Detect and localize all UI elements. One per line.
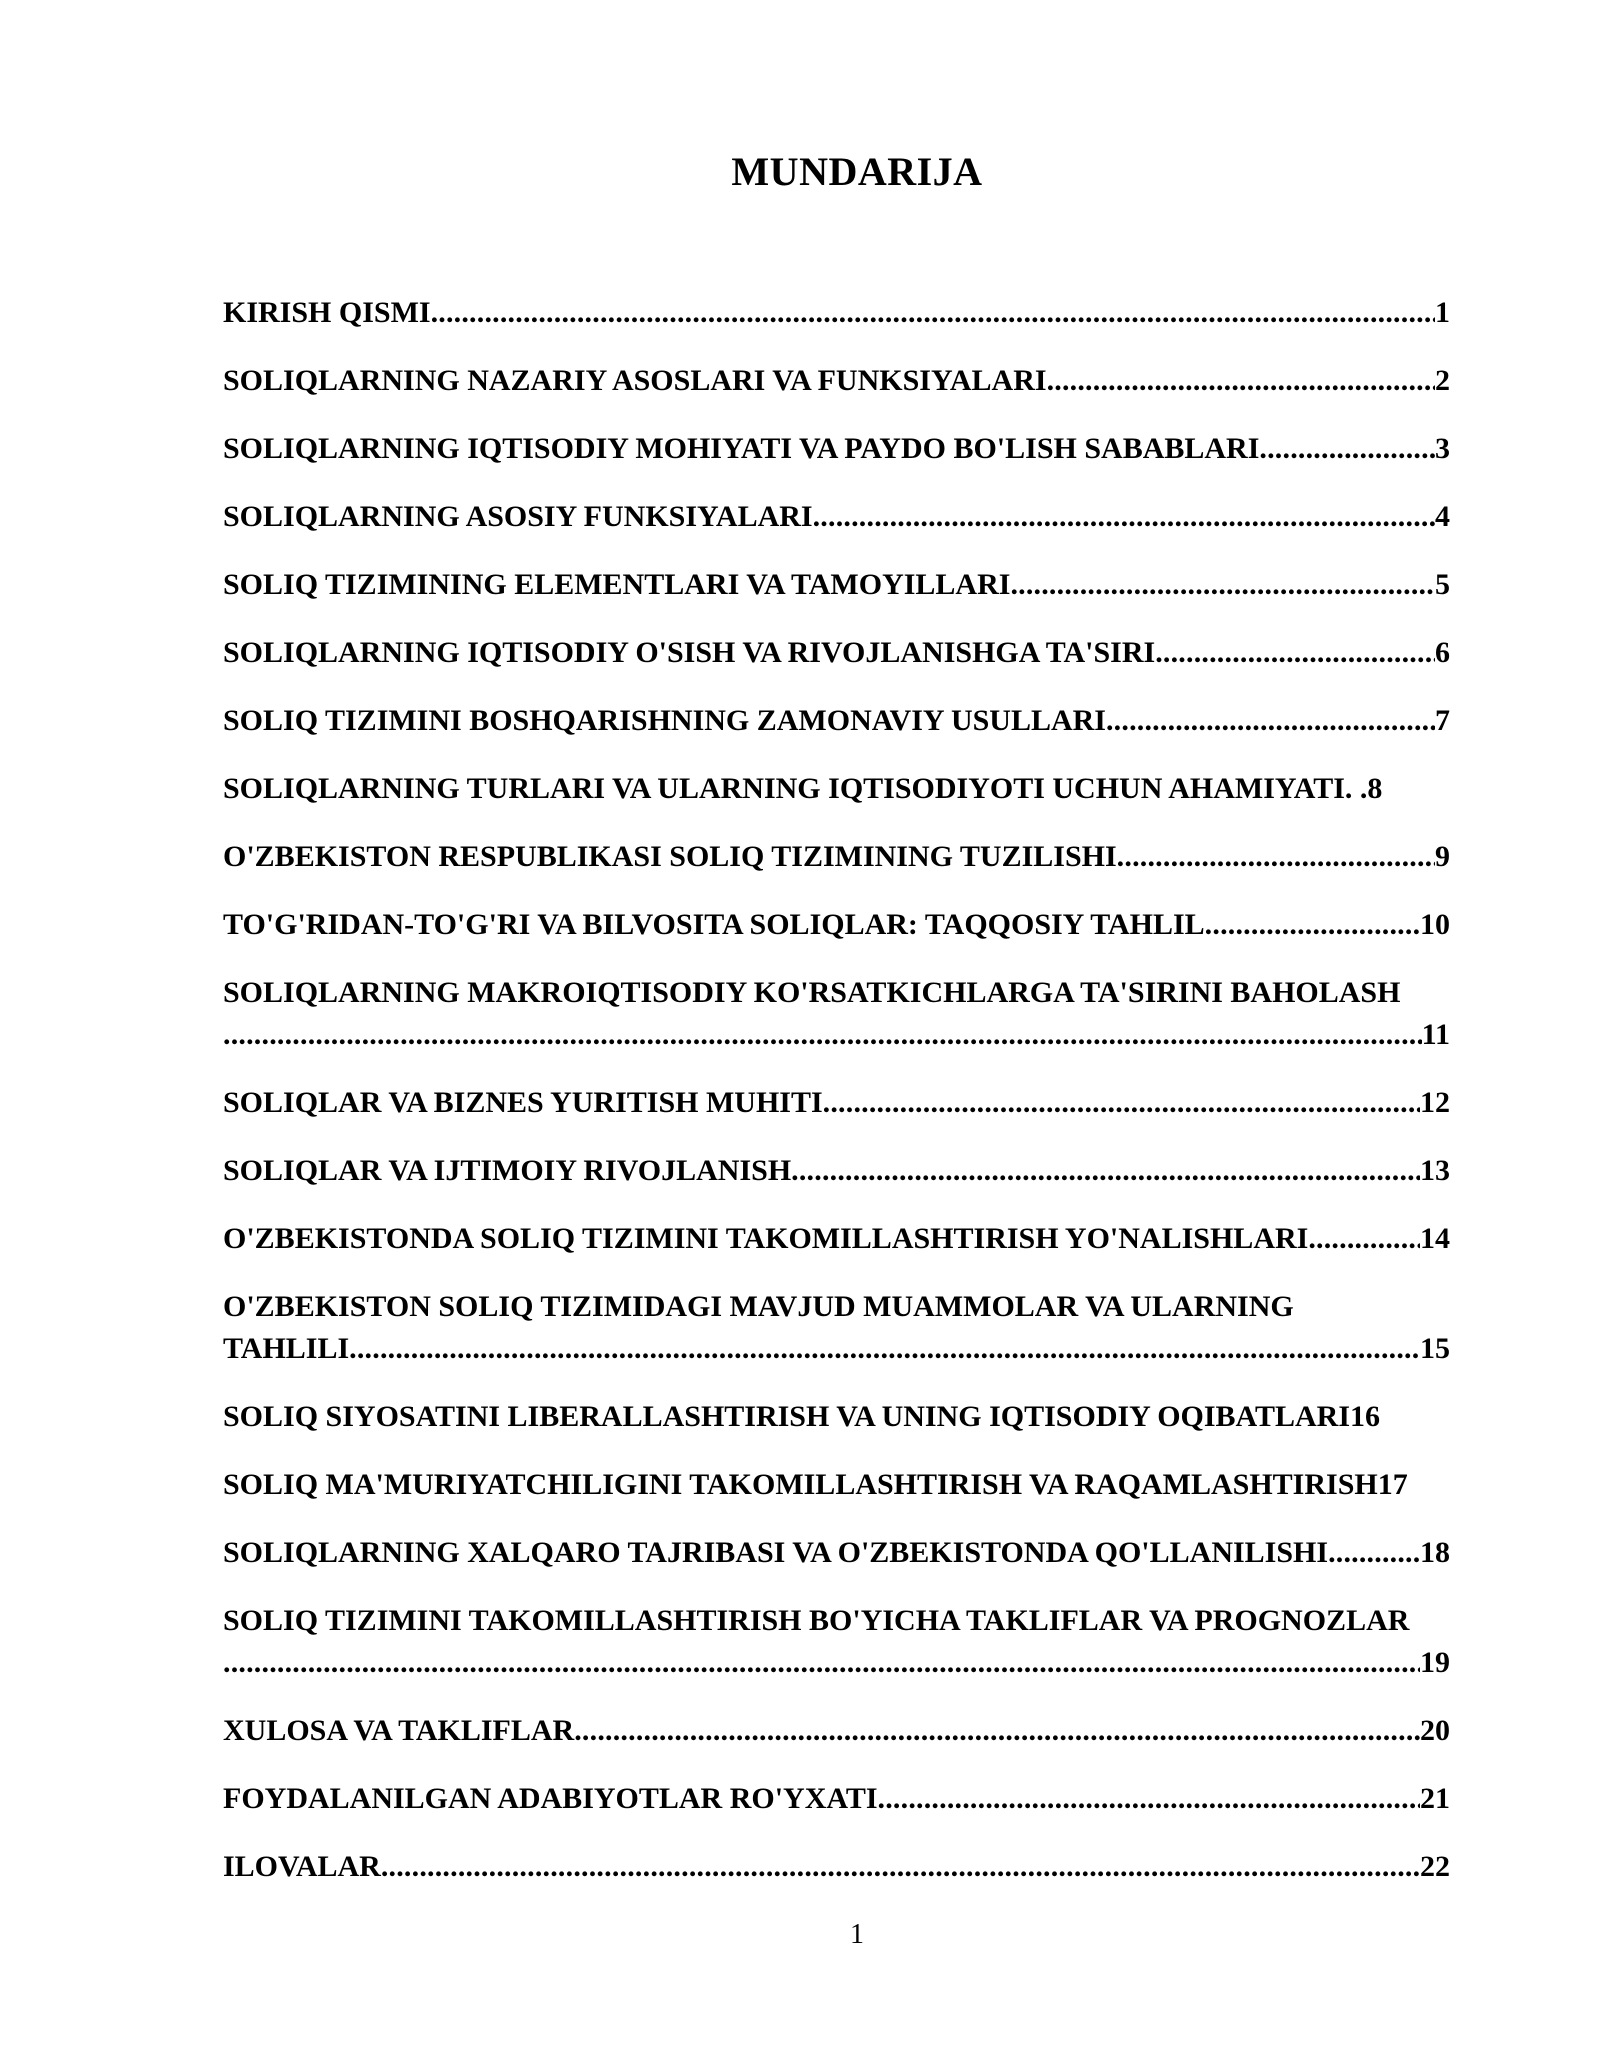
toc-entry[interactable]	[223, 1396, 1478, 1438]
toc-leader-dots	[1155, 632, 1435, 674]
toc-entry[interactable]	[223, 700, 1478, 742]
toc-entry-page: 14	[1420, 1222, 1450, 1255]
toc-entry-page: 21	[1420, 1782, 1450, 1815]
toc-entry[interactable]	[223, 904, 1478, 946]
toc-entry-title: SOLIQ TIZIMINING ELEMENTLARI VA TAMOYILLARI	[223, 568, 1011, 601]
toc-entry-title: SOLIQLARNING TURLARI VA ULARNING IQTISODIYOTI UCHUN AHAMIYATI. .	[223, 772, 1368, 805]
toc-leader-dots	[349, 1328, 1420, 1370]
toc-entry[interactable]	[223, 972, 1478, 1056]
toc-leader-dots	[1010, 564, 1435, 606]
toc-entry-page: 17	[1377, 1468, 1408, 1501]
toc-entry-title: O'ZBEKISTON SOLIQ TIZIMIDAGI MAVJUD MUAMMOLAR VA ULARNING	[223, 1290, 1294, 1323]
toc-entry-title: O'ZBEKISTONDA SOLIQ TIZIMINI TAKOMILLASHTIRISH YO'NALISHLARI	[223, 1222, 1309, 1255]
toc-entry-title: SOLIQ TIZIMINI TAKOMILLASHTIRISH BO'YICHA TAKLIFLAR VA PROGNOZLAR	[223, 1604, 1410, 1637]
toc-entry[interactable]	[223, 1150, 1478, 1192]
toc-entry-title: SOLIQLARNING ASOSIY FUNKSIYALARI	[223, 500, 813, 533]
page-title: MUNDARIJA	[731, 149, 983, 194]
toc-leader-dots	[813, 496, 1435, 538]
toc-entry-title: SOLIQLARNING IQTISODIY MOHIYATI VA PAYDO BO'LISH SABABLARI	[223, 432, 1260, 465]
toc-entry[interactable]	[223, 1082, 1478, 1124]
toc-entry-title-continued: TAHLILI	[223, 1332, 350, 1365]
toc-entry-title: TO'G'RIDAN-TO'G'RI VA BILVOSITA SOLIQLAR: TAQQOSIY TAHLIL	[223, 908, 1205, 941]
toc-leader-dots	[1259, 428, 1435, 470]
toc-entry[interactable]	[223, 1464, 1478, 1506]
toc-entry-title: SOLIQLARNING MAKROIQTISODIY KO'RSATKICHLARGA TA'SIRINI BAHOLASH	[223, 976, 1401, 1009]
toc-entry-page: 18	[1420, 1536, 1450, 1569]
toc-entry[interactable]	[223, 564, 1478, 606]
toc-entry-title: SOLIQ TIZIMINI BOSHQARISHNING ZAMONAVIY USULLARI	[223, 704, 1106, 737]
toc-entry[interactable]	[223, 496, 1478, 538]
toc-leader-dots	[1205, 904, 1420, 946]
toc-entry[interactable]	[223, 1778, 1478, 1820]
toc-entry-page: 11	[1421, 1018, 1450, 1051]
toc-entry-page: 22	[1420, 1850, 1450, 1883]
toc-leader-dots	[431, 292, 1435, 334]
toc-leader-dots	[878, 1778, 1420, 1820]
toc-entry[interactable]	[223, 768, 1478, 810]
toc-leader-dots	[1047, 360, 1435, 402]
toc-entry-title: SOLIQLARNING XALQARO TAJRIBASI VA O'ZBEKISTONDA QO'LLANILISHI	[223, 1536, 1329, 1569]
toc-entry-title: SOLIQLARNING IQTISODIY O'SISH VA RIVOJLANISHGA TA'SIRI	[223, 636, 1156, 669]
toc-entry[interactable]	[223, 360, 1478, 402]
toc-leader-dots	[823, 1082, 1420, 1124]
toc-entry-page: 15	[1420, 1332, 1450, 1365]
toc-entry-page: 9	[1435, 840, 1450, 873]
toc-entry-title: SOLIQ SIYOSATINI LIBERALLASHTIRISH VA UNING IQTISODIY OQIBATLARI	[223, 1400, 1351, 1433]
toc-leader-dots	[1106, 700, 1435, 742]
toc-entry[interactable]	[223, 1218, 1478, 1260]
table-of-contents	[223, 292, 1478, 1914]
toc-entry-title: O'ZBEKISTON RESPUBLIKASI SOLIQ TIZIMINING TUZILISHI	[223, 840, 1117, 873]
toc-leader-dots	[1308, 1218, 1420, 1260]
toc-leader-dots	[381, 1846, 1420, 1888]
toc-entry-title: SOLIQ MA'MURIYATCHILIGINI TAKOMILLASHTIRISH VA RAQAMLASHTIRISH	[223, 1468, 1378, 1501]
page-number: 1	[850, 1919, 864, 1950]
toc-leader-dots	[223, 1014, 1422, 1056]
toc-entry-page: 4	[1435, 500, 1450, 533]
toc-entry-page: 3	[1435, 432, 1450, 465]
toc-entry[interactable]	[223, 1532, 1478, 1574]
toc-entry-title: FOYDALANILGAN ADABIYOTLAR RO'YXATI	[223, 1782, 878, 1815]
toc-entry-page: 6	[1435, 636, 1450, 669]
toc-entry-title: KIRISH QISMI	[223, 296, 431, 329]
toc-entry-page: 16	[1350, 1400, 1381, 1433]
toc-entry[interactable]	[223, 836, 1478, 878]
toc-leader-dots	[223, 1642, 1420, 1684]
toc-entry-page: 19	[1420, 1646, 1450, 1679]
toc-leader-dots	[791, 1150, 1420, 1192]
toc-entry-title: ILOVALAR	[223, 1850, 381, 1883]
toc-entry-page: 20	[1420, 1714, 1450, 1747]
toc-entry[interactable]	[223, 428, 1478, 470]
toc-entry-page: 5	[1435, 568, 1450, 601]
toc-leader-dots	[1328, 1532, 1420, 1574]
toc-entry-page: 12	[1420, 1086, 1450, 1119]
toc-entry[interactable]	[223, 1286, 1478, 1370]
toc-entry[interactable]	[223, 632, 1478, 674]
toc-entry[interactable]	[223, 1846, 1478, 1888]
toc-entry[interactable]	[223, 1710, 1478, 1752]
toc-entry-title: SOLIQLAR VA IJTIMOIY RIVOJLANISH	[223, 1154, 792, 1187]
toc-entry-page: 10	[1420, 908, 1450, 941]
toc-entry[interactable]	[223, 1600, 1478, 1684]
toc-entry-page: 7	[1435, 704, 1450, 737]
toc-entry-page: 1	[1435, 296, 1450, 329]
toc-entry-page: 2	[1435, 364, 1450, 397]
toc-leader-dots	[574, 1710, 1420, 1752]
toc-leader-dots	[1117, 836, 1435, 878]
toc-entry-title: SOLIQLAR VA BIZNES YURITISH MUHITI	[223, 1086, 823, 1119]
toc-entry-page: 13	[1420, 1154, 1450, 1187]
toc-entry[interactable]	[223, 292, 1478, 334]
toc-entry-page: 8	[1367, 772, 1383, 805]
toc-entry-title: XULOSA VA TAKLIFLAR	[223, 1714, 575, 1747]
toc-entry-title: SOLIQLARNING NAZARIY ASOSLARI VA FUNKSIYALARI	[223, 364, 1047, 397]
